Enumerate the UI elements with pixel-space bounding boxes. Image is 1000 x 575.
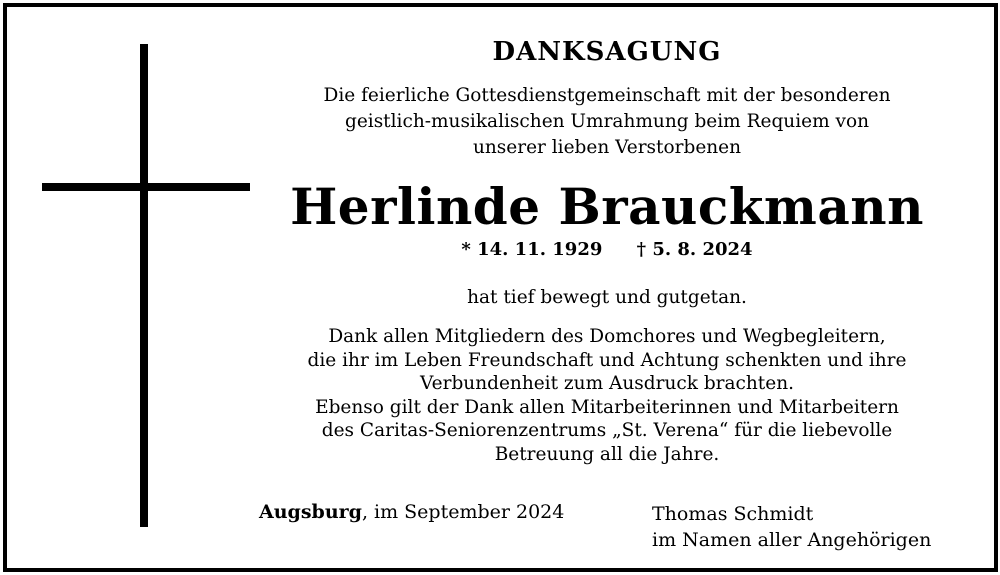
body-line: die ihr im Leben Freundschaft und Achtung schenkten und ihre [307, 349, 907, 371]
thanks-text [257, 325, 957, 466]
body-line: Ebenso gilt der Dank allen Mitarbeiterinnen und Mitarbeitern [315, 396, 899, 418]
phrase: hat tief bewegt und gutgetan. [467, 287, 747, 308]
intro-line: geistlich-musikalischen Umrahmung beim Requiem von [344, 111, 870, 132]
signer-name: Thomas Schmidt [652, 503, 814, 525]
body-line: des Caritas-Seniorenzentrums „St. Verena“ für die liebevolle [321, 420, 893, 441]
intro-line: unserer lieben Verstorbenen [472, 137, 742, 158]
death-date: † 5. 8. 2024 [636, 239, 753, 260]
heading: DANKSAGUNG [492, 37, 722, 67]
body-line: Verbundenheit zum Ausdruck brachten. [419, 373, 794, 394]
cross-vertical-bar [140, 44, 148, 527]
deceased-name: Herlinde Brauckmann [290, 177, 924, 236]
place: Augsburg [259, 501, 362, 523]
life-dates [257, 239, 957, 260]
cross-horizontal-bar [42, 183, 250, 191]
date-text: , im September 2024 [361, 501, 565, 523]
signature-block [652, 501, 931, 553]
body-line: Betreuung all die Jahre. [494, 443, 720, 465]
obituary-frame [3, 3, 998, 572]
intro-text [257, 83, 957, 161]
intro-line: Die feierliche Gottesdienstgemeinschaft mit der besonderen [323, 85, 891, 106]
place-date [259, 501, 564, 523]
body-line: Dank allen Mitgliedern des Domchores und Wegbegleitern, [328, 326, 886, 347]
signer-note: im Namen aller Angehörigen [652, 529, 932, 551]
birth-date: * 14. 11. 1929 [461, 239, 603, 260]
